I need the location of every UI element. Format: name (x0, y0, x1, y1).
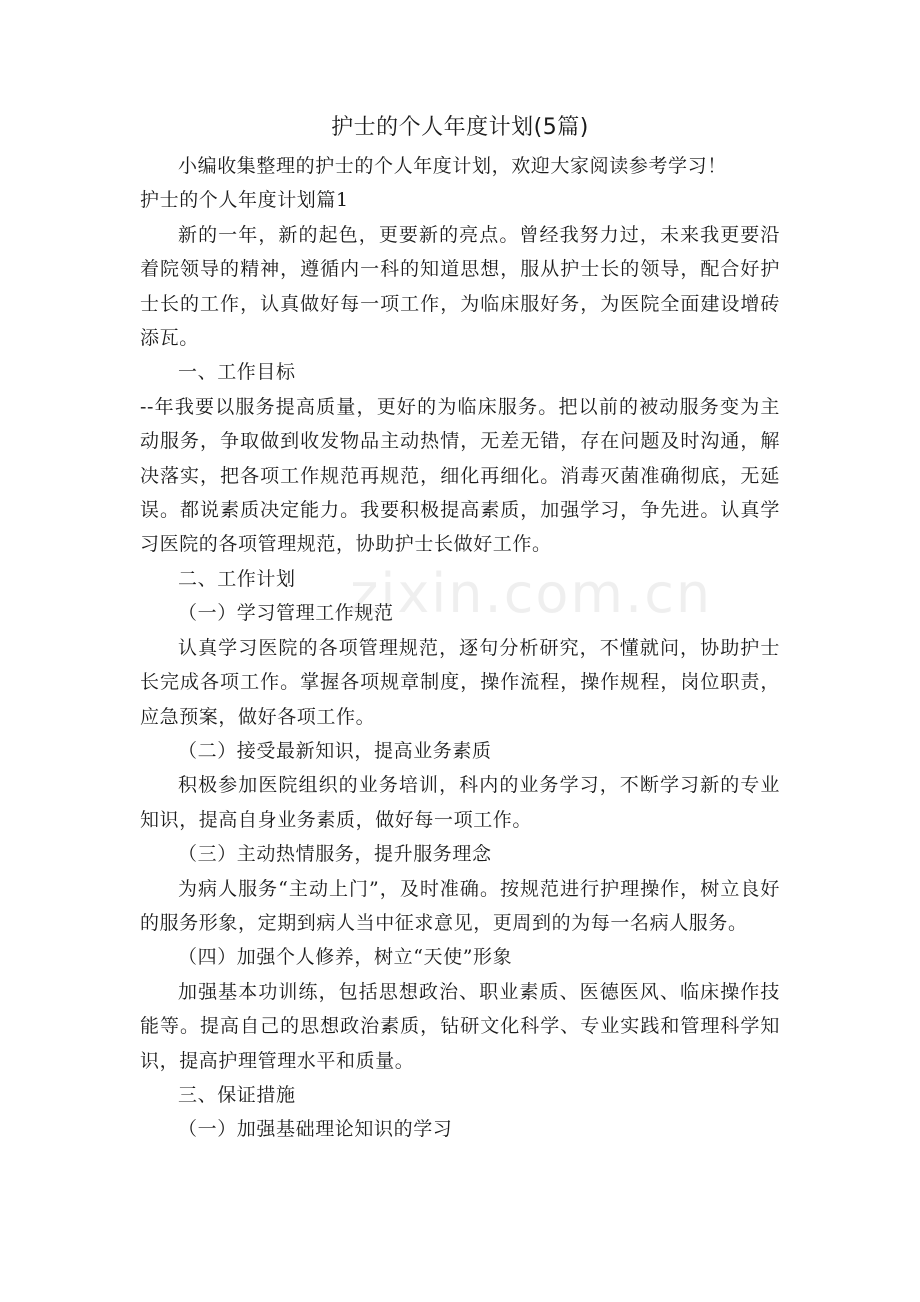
heading-work-goals: 一、工作目标 (178, 361, 296, 384)
heading-work-plan: 二、工作计划 (178, 567, 296, 590)
subheading: （三）主动热情服务，提升服务理念 (178, 843, 492, 866)
watermark: zixin.com.cn (350, 562, 713, 625)
subheading: （一）学习管理工作规范 (178, 602, 394, 625)
document-title: 护士的个人年度计划(5篇) (331, 115, 589, 140)
paragraph: --年我要以服务提高质量，更好的为临床服务。把以前的被动服务变为主动服务，争取做到收发物品主动热情，无差无错，存在问题及时沟通，解决落实，把各项工作规范再规范，细化再细化。消毒灭菌准确彻底，无延误。都说素质决定能力。我要积极提高素质，加强学习，争先进。认真学习医院的各项管理规范，协助护士长做好工作。 (140, 395, 780, 556)
document-body (140, 149, 780, 1147)
section-heading: 护士的个人年度计划篇1 (140, 189, 349, 212)
paragraph: 为病人服务“主动上门”，及时准确。按规范进行护理操作，树立良好的服务形象，定期到病人当中征求意见，更周到的为每一名病人服务。 (140, 877, 780, 934)
intro-paragraph: 小编收集整理的护士的个人年度计划，欢迎大家阅读参考学习！ (178, 155, 727, 177)
heading-guarantee-measures: 三、保证措施 (178, 1083, 296, 1106)
subheading: （四）加强个人修养，树立“天使”形象 (178, 946, 513, 969)
subheading: （二）接受最新知识，提高业务素质 (178, 739, 492, 762)
paragraph: 认真学习医院的各项管理规范，逐句分析研究，不懂就问，协助护士长完成各项工作。掌握各项规章制度，操作流程，操作规程，岗位职责，应急预案，做好各项工作。 (140, 636, 780, 728)
paragraph: 加强基本功训练，包括思想政治、职业素质、医德医风、临床操作技能等。提高自己的思想政治素质，钻研文化科学、专业实践和管理科学知识，提高护理管理水平和质量。 (140, 980, 780, 1072)
subheading: （一）加强基础理论知识的学习 (178, 1118, 453, 1141)
paragraph: 新的一年，新的起色，更要新的亮点。曾经我努力过，未来我更要沿着院领导的精神，遵循内一科的知道思想，服从护士长的领导，配合好护士长的工作，认真做好每一项工作，为临床服好务，为医院全面建设增砖添瓦。 (140, 223, 780, 350)
paragraph: 积极参加医院组织的业务培训，科内的业务学习，不断学习新的专业知识，提高自身业务素质，做好每一项工作。 (140, 774, 780, 831)
